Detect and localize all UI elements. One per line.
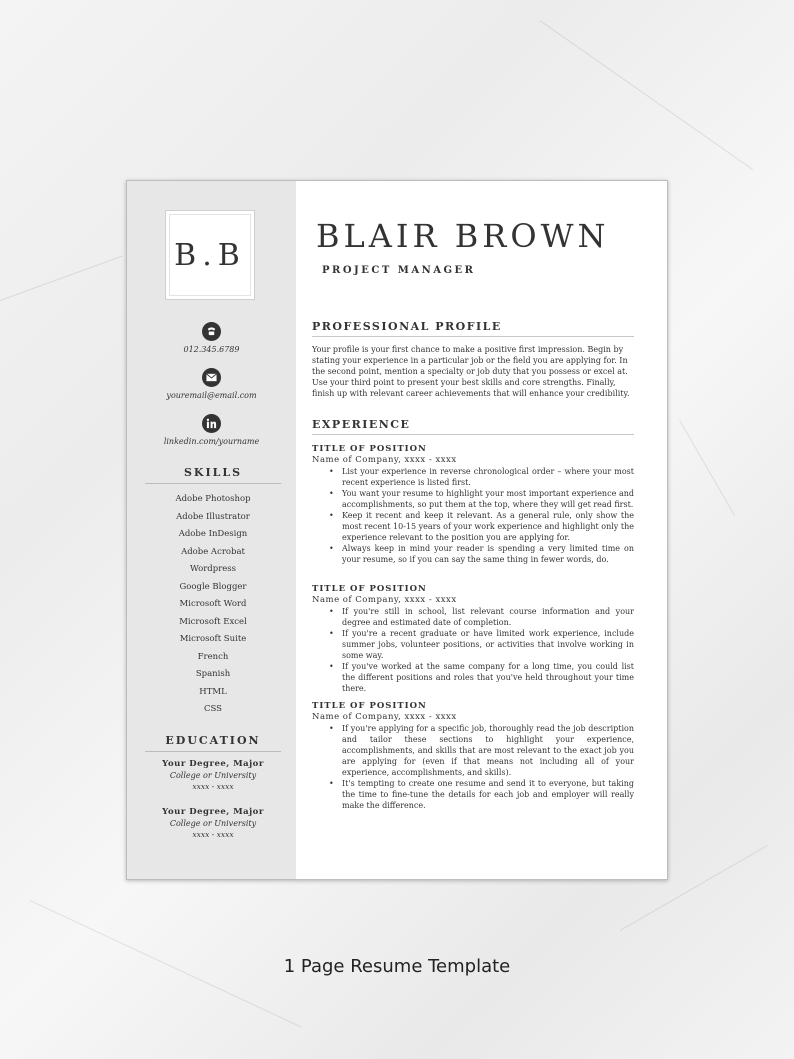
- resume-sidebar: [127, 181, 296, 879]
- skill-item: Adobe Acrobat: [181, 546, 245, 557]
- linkedin-text: linkedin.com/yourname: [163, 437, 260, 446]
- job-entry: [312, 584, 634, 694]
- skill-item: Wordpress: [189, 564, 237, 574]
- job-bullets: [312, 606, 634, 694]
- skill-item: Adobe Illustrator: [176, 511, 250, 522]
- job-bullet: • Keep it recent and keep it relevant. As a general rule, only show the most recent 10-15 years of your work experience and highlight only the experience relevant to the position you are applying for.: [342, 510, 634, 543]
- job-title: TITLE OF POSITION: [312, 584, 427, 594]
- contact-phone: [127, 322, 296, 354]
- job-bullets: [312, 466, 634, 565]
- template-caption: 1 Page Resume Template: [283, 956, 511, 977]
- job-entry: [312, 444, 634, 565]
- job-entry: [312, 701, 634, 811]
- phone-icon: [202, 322, 221, 341]
- job-bullet: • If you're applying for a specific job, thoroughly read the job description and tailor these sections to highlight your experience, accomplishments, and skills that are most relevant to the exact job you are applying for (even if that means not including all of your experience, accomplishments, and skills).: [342, 723, 634, 778]
- edu-years: xxxx - xxxx: [192, 782, 234, 791]
- job-company: Name of Company, xxxx - xxxx: [312, 455, 457, 465]
- edu-degree: Your Degree, Major: [162, 759, 264, 769]
- job-company: Name of Company, xxxx - xxxx: [312, 712, 457, 722]
- edu-degree: Your Degree, Major: [162, 807, 264, 817]
- email-icon: [202, 368, 221, 387]
- linkedin-icon: [202, 414, 221, 433]
- job-bullet: • If you're a recent graduate or have limited work experience, include summer jobs, volunteer positions, or activities that involve working in some way.: [342, 628, 634, 661]
- job-company: Name of Company, xxxx - xxxx: [312, 595, 457, 605]
- skill-item: HTML: [199, 686, 227, 697]
- resume-job-title: PROJECT MANAGER: [322, 265, 476, 276]
- skill-item: Microsoft Word: [179, 599, 247, 609]
- contact-linkedin: [127, 414, 296, 446]
- job-title: TITLE OF POSITION: [312, 444, 427, 454]
- job-bullet: • List your experience in reverse chronological order – where your most recent experience is listed first.: [342, 466, 634, 488]
- marble-vein: [679, 420, 735, 516]
- marble-vein: [539, 20, 753, 170]
- job-bullet: • If you're still in school, list relevant course information and your degree and estimated date of completion.: [342, 606, 634, 628]
- monogram: B.B: [174, 237, 246, 273]
- skill-item: Spanish: [195, 669, 231, 679]
- skill-item: Adobe Photoshop: [175, 494, 251, 504]
- experience-heading: EXPERIENCE: [312, 418, 634, 435]
- education-entry: [145, 807, 281, 839]
- edu-school: College or University: [169, 771, 257, 780]
- education-entry: [145, 759, 281, 791]
- resume-page: [126, 180, 668, 880]
- edu-years: xxxx - xxxx: [192, 830, 234, 839]
- skill-item: Microsoft Excel: [179, 616, 247, 627]
- skills-heading: SKILLS: [145, 466, 281, 484]
- job-bullet: • If you've worked at the same company for a long time, you could list the different positions and roles that you've held throughout your time there.: [342, 661, 634, 694]
- profile-text: Your profile is your first chance to make a positive first impression. Begin by stating your experience in a particular job or the field you are applying for. In the second point, mention a specialty or job duty that you possess or excel at. Use your third point to present your best skills and core strengths. Finally, finish up with relevant career achievements that will enhance your credibility.: [312, 345, 630, 398]
- job-title: TITLE OF POSITION: [312, 701, 427, 711]
- job-bullet: • It's tempting to create one resume and send it to everyone, but taking the time to fine-tune the details for each job and employer will really make the difference.: [342, 778, 634, 811]
- skill-item: French: [197, 651, 229, 662]
- education-heading: EDUCATION: [145, 734, 281, 752]
- contact-email: [127, 368, 296, 400]
- skill-item: Adobe InDesign: [178, 529, 248, 539]
- skill-item: CSS: [203, 704, 222, 714]
- job-bullet: • Always keep in mind your reader is spending a very limited time on your resume, so if you can say the same thing in fewer words, do.: [342, 543, 634, 565]
- resume-name: BLAIR BROWN: [316, 217, 610, 255]
- profile-heading: PROFESSIONAL PROFILE: [312, 320, 634, 337]
- job-bullets: [312, 723, 634, 811]
- job-bullet: • You want your resume to highlight your most important experience and accomplishments, so put them at the top, where they will get read first.: [342, 488, 634, 510]
- skill-item: Google Blogger: [179, 581, 247, 592]
- phone-text: 012.345.6789: [183, 345, 240, 354]
- edu-school: College or University: [169, 819, 257, 828]
- monogram-box: [165, 210, 255, 300]
- email-text: youremail@email.com: [166, 391, 257, 400]
- marble-vein: [0, 256, 123, 301]
- skill-item: Microsoft Suite: [179, 634, 247, 644]
- skills-list: [145, 491, 281, 719]
